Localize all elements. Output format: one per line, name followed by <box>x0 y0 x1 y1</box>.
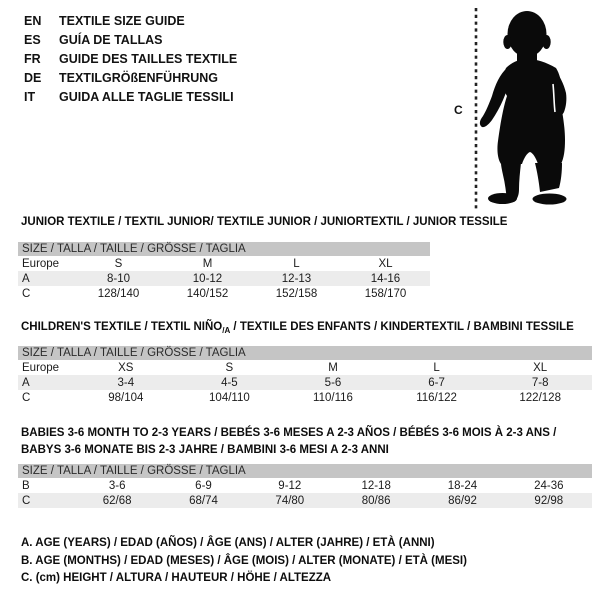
table-row-height <box>18 286 430 301</box>
size-cell: L <box>293 257 300 270</box>
baby-silhouette <box>480 11 567 205</box>
language-code: ES <box>24 32 41 47</box>
months-cell: 18-24 <box>447 479 478 492</box>
language-code: IT <box>24 89 36 104</box>
height-cell: 92/98 <box>534 494 564 507</box>
language-code: EN <box>24 13 42 28</box>
row-label: C <box>22 494 31 507</box>
language-title: TEXTILE SIZE GUIDE <box>59 13 185 28</box>
months-cell: 12-18 <box>361 479 391 492</box>
language-row-en <box>24 11 237 30</box>
size-cell: XS <box>118 361 134 374</box>
size-cell: L <box>433 361 440 374</box>
months-cell: 6-9 <box>195 479 212 492</box>
language-title: GUÍA DE TALLAS <box>59 32 163 47</box>
junior-table-title: JUNIOR TEXTILE / TEXTIL JUNIOR/ TEXTILE JUNIOR / JUNIORTEXTIL / JUNIOR TESSILE <box>21 216 508 228</box>
legend-line-a: A. AGE (YEARS) / EDAD (AÑOS) / ÂGE (ANS) / ALTER (JAHRE) / ETÀ (ANNI) <box>21 537 435 549</box>
height-cell: 152/158 <box>275 287 318 300</box>
babies-title-line1: BABIES 3-6 MONTH TO 2-3 YEARS / BEBÉS 3-6 MESES A 2-3 AÑOS / BÉBÉS 3-6 MOIS À 2-3 ANS / <box>21 427 557 439</box>
age-cell: 6-7 <box>428 376 445 389</box>
row-label: A <box>22 376 30 389</box>
age-cell: 14-16 <box>370 272 401 285</box>
age-cell: 5-6 <box>324 376 342 389</box>
language-row-es <box>24 30 237 49</box>
language-row-de <box>24 68 237 87</box>
height-cell: 86/92 <box>448 494 477 507</box>
height-cell: 104/110 <box>209 391 250 404</box>
table-row-europe <box>18 256 430 271</box>
language-title: GUIDA ALLE TAGLIE TESSILI <box>59 89 234 104</box>
language-row-fr <box>24 49 237 68</box>
height-cell: 98/104 <box>108 391 144 404</box>
babies-title-line2: BABYS 3-6 MONATE BIS 2-3 JAHRE / BAMBINI 3-6 MESI A 2-3 ANNI <box>21 443 389 456</box>
children-title-post: / TEXTILE DES ENFANTS / KINDERTEXTIL / BAMBINI TESSILE <box>230 321 574 333</box>
months-cell: 3-6 <box>108 479 126 492</box>
language-code: FR <box>24 51 41 66</box>
months-cell: 24-36 <box>534 479 564 492</box>
babies-table-title <box>21 425 591 458</box>
age-cell: 10-12 <box>192 272 223 285</box>
legend-line-c: C. (cm) HEIGHT / ALTURA / HAUTEUR / HÖHE / ALTEZZA <box>21 572 332 584</box>
table-row-height <box>18 390 592 405</box>
children-title-pre: CHILDREN'S TEXTILE / TEXTIL NIÑO <box>21 321 223 333</box>
table-row-europe <box>18 360 592 375</box>
language-title: TEXTILGRÖßENFÜHRUNG <box>59 70 219 85</box>
size-header-bar: SIZE / TALLA / TAILLE / GRÖSSE / TAGLIA <box>18 346 592 360</box>
row-label: C <box>22 391 31 404</box>
row-label: Europe <box>22 361 60 374</box>
height-label-c: C <box>454 103 463 117</box>
table-row-months <box>18 478 592 493</box>
language-row-it <box>24 87 237 106</box>
size-cell: S <box>225 361 234 374</box>
size-cell: M <box>328 361 338 374</box>
language-title-list <box>24 11 237 106</box>
height-cell: 122/128 <box>519 391 561 404</box>
row-label: Europe <box>22 257 60 270</box>
table-row-age <box>18 375 592 390</box>
height-figure <box>440 0 600 220</box>
children-title-subscript: /A <box>222 326 231 335</box>
height-cell: 128/140 <box>97 287 140 300</box>
children-table-title <box>21 321 574 335</box>
table-row-height <box>18 493 592 508</box>
age-cell: 7-8 <box>531 376 549 389</box>
size-cell: XL <box>533 361 548 374</box>
age-cell: 8-10 <box>106 272 131 285</box>
language-code: DE <box>24 70 42 85</box>
children-size-table <box>18 346 592 405</box>
abbreviation-legend <box>21 535 467 588</box>
babies-size-table <box>18 464 592 508</box>
language-title: GUIDE DES TAILLES TEXTILE <box>59 51 238 66</box>
height-cell: 110/116 <box>313 391 353 404</box>
height-cell: 62/68 <box>102 494 132 507</box>
age-cell: 4-5 <box>221 376 238 389</box>
size-header-bar: SIZE / TALLA / TAILLE / GRÖSSE / TAGLIA <box>18 242 430 256</box>
age-cell: 3-4 <box>117 376 135 389</box>
months-cell: 9-12 <box>278 479 302 492</box>
size-header-bar: SIZE / TALLA / TAILLE / GRÖSSE / TAGLIA <box>18 464 592 478</box>
size-cell: XL <box>378 257 393 270</box>
size-cell: M <box>202 257 213 270</box>
table-row-age <box>18 271 430 286</box>
row-label: C <box>22 287 31 300</box>
junior-size-table <box>18 242 430 301</box>
row-label: B <box>22 479 30 492</box>
height-cell: 74/80 <box>275 494 305 507</box>
height-cell: 80/86 <box>361 494 391 507</box>
height-cell: 68/74 <box>189 494 218 507</box>
height-cell: 158/170 <box>364 287 407 300</box>
size-cell: S <box>114 257 123 270</box>
legend-line-b: B. AGE (MONTHS) / EDAD (MESES) / ÂGE (MOIS) / ALTER (MONATE) / ETÀ (MESI) <box>21 554 467 567</box>
height-cell: 116/122 <box>416 391 457 404</box>
row-label: A <box>22 272 30 285</box>
height-cell: 140/152 <box>186 287 229 300</box>
baby-silhouette-graphic <box>440 0 600 220</box>
age-cell: 12-13 <box>281 272 312 285</box>
